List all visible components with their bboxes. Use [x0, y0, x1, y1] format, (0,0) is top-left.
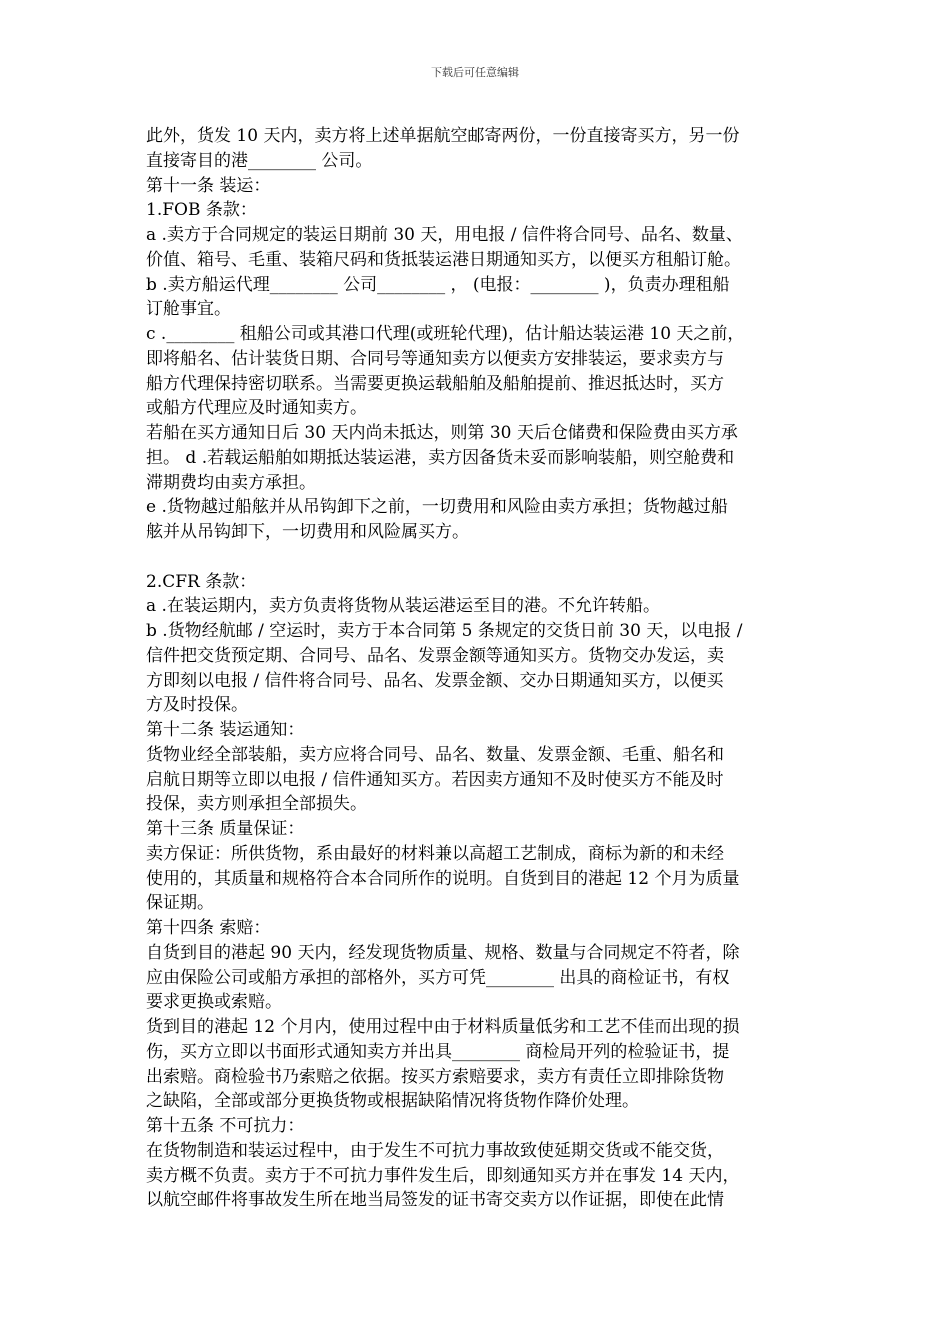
text-line: 应由保险公司或船方承担的部格外，买方可凭________ 出具的商检证书，有权	[146, 967, 730, 988]
text-line: 2.CFR 条款：	[146, 571, 257, 592]
blank-line	[146, 545, 822, 570]
text-line: 舷并从吊钩卸下，一切费用和风险属买方。	[146, 522, 469, 542]
text-line: 若船在买方通知日后 30 天内尚未抵达，则第 30 天后仓储费和保险费由买方承	[146, 423, 738, 443]
text-line: 货到目的港起 12 个月内，使用过程中由于材料质量低劣和工艺不佳而出现的损	[146, 1017, 740, 1037]
text-line: 卖方保证：所供货物，系由最好的材料兼以高超工艺制成，商标为新的和未经	[146, 843, 724, 864]
text-line: 卖方概不负责。卖方于不可抗力事件发生后，即刻通知买方并在事发 14 天内，	[146, 1165, 740, 1186]
text-line: b .货物经航邮 / 空运时，卖方于本合同第 5 条规定的交货日前 30 天，以电报 /	[146, 621, 743, 641]
text-line: 或船方代理应及时通知卖方。	[146, 398, 367, 419]
text-line: c .________ 租船公司或其港口代理(或班轮代理)，估计船达装运港 10 天之前，	[146, 324, 745, 344]
text-line: 第十一条 装运：	[146, 175, 271, 196]
text-line: 1.FOB 条款：	[146, 200, 257, 221]
text-line: 第十四条 索赔：	[146, 918, 271, 938]
text-line: 自货到目的港起 90 天内，经发现货物质量、规格、数量与合同规定不符者，除	[146, 942, 740, 963]
text-line: 伤，买方立即以书面形式通知卖方并出具________ 商检局开列的检验证书，提	[146, 1041, 730, 1062]
document-body	[146, 124, 822, 1213]
text-line: 使用的，其质量和规格符合本合同所作的说明。自货到目的港起 12 个月为质量	[146, 868, 740, 889]
text-line: e .货物越过船舷并从吊钩卸下之前，一切费用和风险由卖方承担；货物越过船	[146, 497, 728, 518]
text-line: 第十三条 质量保证：	[146, 819, 305, 839]
text-line: 信件把交货预定期、合同号、品名、发票金额等通知买方。货物交办发运，卖	[146, 645, 724, 666]
text-line: 担。 d .若载运船舶如期抵达装运港，卖方因备货未妥而影响装船，则空舱费和	[146, 447, 735, 468]
text-line: 第十五条 不可抗力：	[146, 1116, 305, 1136]
text-line: a .在装运期内，卖方负责将货物从装运港运至目的港。不允许转船。	[146, 596, 660, 617]
text-line: 启航日期等立即以电报 / 信件通知买方。若因卖方通知不及时使买方不能及时	[146, 769, 724, 790]
text-line: a .卖方于合同规定的装运日期前 30 天，用电报 / 信件将合同号、品名、数量、	[146, 225, 743, 245]
page-header: 下载后可任意编辑	[431, 66, 519, 79]
text-line: 船方代理保持密切联系。当需要更换运载船舶及船舶提前、推迟抵达时，买方	[146, 373, 724, 394]
text-line: 第十二条 装运通知：	[146, 720, 305, 740]
text-line: 直接寄目的港________ 公司。	[146, 150, 373, 171]
text-line: 出索赔。商检验书乃索赔之依据。按买方索赔要求，卖方有责任立即排除货物	[146, 1066, 724, 1087]
text-line: 要求更换或索赔。	[146, 992, 282, 1013]
text-line: 之缺陷，全部或部分更换货物或根据缺陷情况将货物作降价处理。	[146, 1091, 639, 1112]
text-line: 价值、箱号、毛重、装箱尺码和货抵装运港日期通知买方，以便买方租船订舱。	[146, 249, 741, 270]
text-line: 方及时投保。	[146, 695, 248, 716]
text-line: 保证期。	[146, 893, 214, 914]
text-line: 货物业经全部装船，卖方应将合同号、品名、数量、发票金额、毛重、船名和	[146, 744, 724, 765]
text-line: 滞期费均由卖方承担。	[146, 472, 316, 493]
text-line: b .卖方船运代理________ 公司________ ， (电报：________ )，负责办理租船	[146, 274, 730, 295]
text-line: 订舱事宜。	[146, 299, 231, 320]
text-line: 即将船名、估计装货日期、合同号等通知卖方以便卖方安排装运，要求卖方与	[146, 348, 724, 369]
text-line: 投保，卖方则承担全部损失。	[146, 794, 367, 815]
text-line: 以航空邮件将事故发生所在地当局签发的证书寄交卖方以作证据，即使在此情	[146, 1190, 724, 1211]
text-line: 此外，货发 10 天内，卖方将上述单据航空邮寄两份，一份直接寄买方，另一份	[146, 126, 740, 146]
text-line: 方即刻以电报 / 信件将合同号、品名、发票金额、交办日期通知买方，以便买	[146, 670, 724, 691]
text-line: 在货物制造和装运过程中，由于发生不可抗力事故致使延期交货或不能交货，	[146, 1140, 724, 1161]
